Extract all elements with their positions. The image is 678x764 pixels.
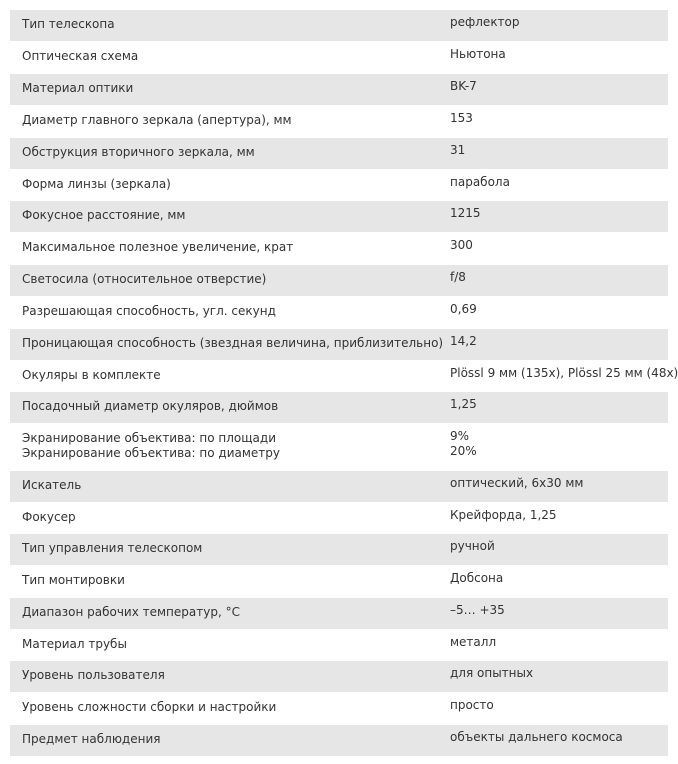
spec-value-text: ручной	[450, 539, 495, 553]
spec-label-text: Уровень пользователя	[22, 668, 165, 682]
spec-row	[10, 424, 668, 471]
spec-row	[10, 392, 668, 424]
spec-row	[10, 233, 668, 265]
spec-row	[10, 106, 668, 138]
spec-row	[10, 725, 668, 757]
spec-value	[438, 361, 678, 391]
spec-label	[10, 534, 438, 565]
spec-row	[10, 265, 668, 297]
spec-value-text: 31	[450, 143, 466, 157]
spec-label-text: Тип управления телескопом	[22, 541, 203, 555]
spec-row	[10, 201, 668, 233]
spec-label-text: Проницающая способность (звездная величина, приблизительно)	[22, 336, 444, 350]
spec-value	[438, 233, 668, 264]
spec-value	[438, 471, 668, 502]
spec-value-text: Добсона	[450, 571, 504, 585]
spec-row	[10, 138, 668, 170]
spec-label	[10, 630, 438, 660]
spec-row	[10, 74, 668, 106]
spec-value	[438, 297, 668, 328]
spec-value	[438, 566, 668, 597]
spec-label-text: Уровень сложности сборки и настройки	[22, 700, 277, 714]
specifications-table	[10, 10, 678, 757]
spec-label	[10, 10, 438, 41]
spec-label-text: Диаметр главного зеркала (апертура), мм	[22, 113, 292, 127]
spec-value-text: парабола	[450, 175, 510, 189]
spec-value	[438, 424, 668, 470]
spec-value	[438, 265, 668, 296]
spec-value	[438, 534, 668, 565]
spec-row	[10, 10, 668, 42]
spec-row	[10, 170, 668, 201]
spec-row	[10, 471, 668, 503]
spec-label	[10, 361, 438, 391]
spec-value-text: 300	[450, 238, 473, 252]
spec-value-text: 1215	[450, 206, 481, 220]
spec-label	[10, 74, 438, 105]
spec-value-text: 20%	[450, 444, 477, 458]
spec-label	[10, 661, 438, 692]
spec-label	[10, 201, 438, 232]
spec-label	[10, 265, 438, 296]
spec-label-text: Экранирование объектива: по площади	[22, 431, 277, 445]
spec-label	[10, 471, 438, 502]
spec-value-text: –5… +35	[450, 603, 505, 617]
spec-row	[10, 503, 668, 534]
spec-row	[10, 598, 668, 630]
spec-label-text: Предмет наблюдения	[22, 732, 161, 746]
spec-value-text: Plössl 9 мм (135x), Plössl 25 мм (48x)	[450, 366, 678, 380]
spec-row	[10, 42, 668, 74]
spec-value-text: 153	[450, 111, 473, 125]
spec-label-text: Фокусное расстояние, мм	[22, 208, 186, 222]
spec-label	[10, 170, 438, 200]
spec-row	[10, 693, 668, 725]
spec-label-text: Искатель	[22, 478, 82, 492]
spec-label-text: Фокусер	[22, 510, 76, 524]
spec-value-text: 9%	[450, 429, 470, 443]
spec-value	[438, 106, 668, 137]
spec-value	[438, 725, 668, 756]
spec-value	[438, 329, 668, 360]
spec-label-text: Форма линзы (зеркала)	[22, 177, 171, 191]
spec-row	[10, 566, 668, 598]
spec-label-text: Диапазон рабочих температур, °С	[22, 605, 240, 619]
spec-value	[438, 138, 668, 169]
spec-row	[10, 630, 668, 661]
spec-label	[10, 392, 438, 423]
spec-label	[10, 138, 438, 169]
spec-value-text: f/8	[450, 270, 466, 284]
spec-label-text: Тип монтировки	[22, 573, 125, 587]
spec-label-text: Разрешающая способность, угл. секунд	[22, 304, 276, 318]
spec-label-text: Окуляры в комплекте	[22, 368, 161, 382]
spec-value	[438, 693, 668, 724]
spec-value-text: 0,69	[450, 302, 477, 316]
spec-value-text: металл	[450, 635, 497, 649]
spec-label-text: Экранирование объектива: по диаметру	[22, 446, 280, 460]
spec-label-text: Обструкция вторичного зеркала, мм	[22, 145, 255, 159]
spec-row	[10, 661, 668, 693]
spec-value-text: объекты дальнего космоса	[450, 730, 623, 744]
spec-value-text: BK-7	[450, 79, 477, 93]
spec-value-text: Крейфорда, 1,25	[450, 508, 557, 522]
spec-value	[438, 630, 668, 660]
spec-value-text: 1,25	[450, 397, 477, 411]
spec-row	[10, 534, 668, 566]
spec-label-text: Оптическая схема	[22, 49, 139, 63]
spec-label-text: Посадочный диаметр окуляров, дюймов	[22, 399, 279, 413]
spec-value-text: рефлектор	[450, 15, 520, 29]
spec-value-text: 14,2	[450, 334, 477, 348]
spec-label	[10, 725, 438, 756]
spec-value-text: Ньютона	[450, 47, 506, 61]
spec-label	[10, 106, 438, 137]
spec-row	[10, 329, 668, 361]
spec-label	[10, 693, 438, 724]
spec-label-text: Тип телескопа	[22, 17, 115, 31]
spec-row	[10, 297, 668, 329]
spec-value	[438, 74, 668, 105]
spec-row	[10, 361, 678, 392]
spec-value	[438, 170, 668, 200]
spec-value	[438, 598, 668, 629]
spec-label	[10, 42, 438, 73]
spec-label-text: Материал оптики	[22, 81, 134, 95]
spec-value-text: для опытных	[450, 666, 534, 680]
spec-value-text: оптический, 6x30 мм	[450, 476, 584, 490]
spec-value	[438, 503, 668, 533]
spec-label	[10, 598, 438, 629]
spec-label	[10, 233, 438, 264]
spec-label-text: Светосила (относительное отверстие)	[22, 272, 267, 286]
spec-label	[10, 424, 438, 470]
spec-label	[10, 329, 444, 360]
spec-value	[438, 661, 668, 692]
spec-label	[10, 297, 438, 328]
spec-label	[10, 503, 438, 533]
spec-value	[438, 201, 668, 232]
spec-value	[438, 392, 668, 423]
spec-value	[438, 10, 668, 41]
spec-label-text: Максимальное полезное увеличение, крат	[22, 240, 294, 254]
spec-value-text: просто	[450, 698, 494, 712]
spec-value	[438, 42, 668, 73]
spec-label	[10, 566, 438, 597]
spec-label-text: Материал трубы	[22, 637, 127, 651]
